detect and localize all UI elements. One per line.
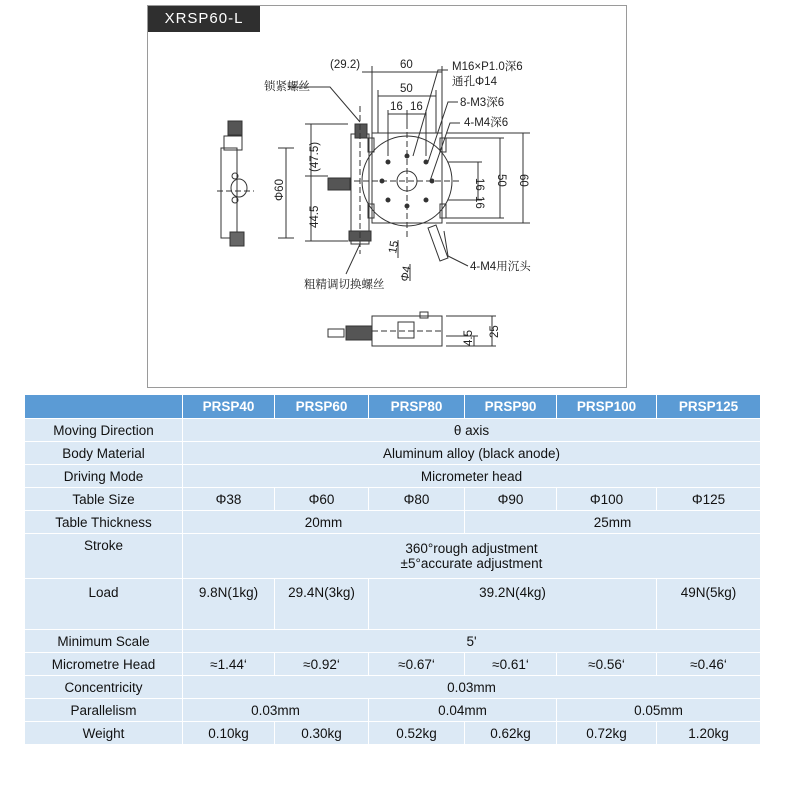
table-row: [25, 534, 761, 579]
header-blank: [25, 395, 183, 419]
technical-drawing: [147, 5, 627, 388]
table-thickness-small: 20mm: [183, 511, 465, 534]
weight-prsp40: 0.10kg: [183, 722, 275, 745]
row-label-minimum-scale: Minimum Scale: [25, 630, 183, 653]
row-label-moving-direction: Moving Direction: [25, 419, 183, 442]
weight-prsp60: 0.30kg: [275, 722, 369, 745]
table-row: [25, 630, 761, 653]
label-coarse-fine: 粗精调切换螺丝: [304, 279, 385, 291]
minimum-scale-value: 5': [183, 630, 761, 653]
dim-16-d: 16: [473, 196, 485, 209]
dim-50-side: 50: [495, 174, 507, 187]
dim-16-c: 16: [473, 178, 485, 191]
header-prsp60: PRSP60: [275, 395, 369, 419]
micrometre-prsp40: ≈1.44‘: [183, 653, 275, 676]
table-row: [25, 699, 761, 722]
dim-47-5: (47.5): [309, 141, 321, 172]
table-row: [25, 676, 761, 699]
load-prsp40: 9.8N(1kg): [183, 579, 275, 630]
weight-prsp90: 0.62kg: [465, 722, 557, 745]
dim-4-5: 4.5: [463, 330, 475, 346]
label-through-hole: 通孔Φ14: [452, 76, 497, 88]
label-m3: 8-M3深6: [460, 97, 505, 109]
load-prsp60: 29.4N(3kg): [275, 579, 369, 630]
table-row: [25, 465, 761, 488]
dim-29-2: (29.2): [330, 59, 361, 71]
header-prsp100: PRSP100: [557, 395, 657, 419]
dim-44-5: 44.5: [309, 205, 321, 228]
label-m4: 4-M4深6: [464, 117, 509, 129]
dim-15: 15: [387, 239, 402, 255]
table-size-prsp40: Φ38: [183, 488, 275, 511]
table-row: [25, 419, 761, 442]
header-prsp40: PRSP40: [183, 395, 275, 419]
parallelism-medium: 0.04mm: [369, 699, 557, 722]
row-label-driving-mode: Driving Mode: [25, 465, 183, 488]
driving-mode-value: Micrometer head: [183, 465, 761, 488]
lock-knob: [355, 124, 367, 138]
row-label-weight: Weight: [25, 722, 183, 745]
parallelism-large: 0.05mm: [557, 699, 761, 722]
dim-16-a: 16: [390, 101, 403, 113]
load-prsp125: 49N(5kg): [657, 579, 761, 630]
dim-60-top: 60: [400, 59, 413, 71]
row-label-stroke: Stroke: [25, 534, 183, 579]
micrometre-prsp100: ≈0.56‘: [557, 653, 657, 676]
concentricity-value: 0.03mm: [183, 676, 761, 699]
spec-table: [24, 394, 761, 745]
table-row: [25, 653, 761, 676]
weight-prsp80: 0.52kg: [369, 722, 465, 745]
moving-direction-value: θ axis: [183, 419, 761, 442]
side-view-body: [221, 148, 237, 238]
side-view-knob-top: [228, 121, 242, 135]
parallelism-small: 0.03mm: [183, 699, 369, 722]
label-lock-screw: 锁紧螺丝: [264, 81, 310, 93]
table-row: [25, 442, 761, 465]
drawing-title: XRSP60-L: [148, 6, 260, 32]
row-label-concentricity: Concentricity: [25, 676, 183, 699]
table-row: [25, 511, 761, 534]
body-material-value: Aluminum alloy (black anode): [183, 442, 761, 465]
micrometre-prsp80: ≈0.67‘: [369, 653, 465, 676]
dim-16-b: 16: [410, 101, 423, 113]
table-row: [25, 579, 761, 630]
micrometre-prsp90: ≈0.61‘: [465, 653, 557, 676]
dim-phi60: Φ60: [274, 179, 286, 201]
side-view-knob-bottom: [230, 232, 244, 246]
dim-phi4: Φ4: [399, 265, 414, 283]
header-prsp80: PRSP80: [369, 395, 465, 419]
weight-prsp100: 0.72kg: [557, 722, 657, 745]
row-label-table-size: Table Size: [25, 488, 183, 511]
stroke-value: [183, 534, 761, 579]
table-size-prsp60: Φ60: [275, 488, 369, 511]
stroke-line-1: 360°rough adjustment: [405, 541, 538, 556]
dim-50-top: 50: [400, 83, 413, 95]
micrometre-prsp60: ≈0.92‘: [275, 653, 369, 676]
load-prsp80-100: 39.2N(4kg): [369, 579, 657, 630]
table-thickness-large: 25mm: [465, 511, 761, 534]
table-size-prsp80: Φ80: [369, 488, 465, 511]
label-m4-counter: 4-M4用沉头: [470, 261, 531, 273]
weight-prsp125: 1.20kg: [657, 722, 761, 745]
label-m16: M16×P1.0深6: [452, 61, 523, 73]
header-prsp90: PRSP90: [465, 395, 557, 419]
row-label-parallelism: Parallelism: [25, 699, 183, 722]
header-prsp125: PRSP125: [657, 395, 761, 419]
table-row: [25, 722, 761, 745]
row-label-load: Load: [25, 579, 183, 630]
table-size-prsp125: Φ125: [657, 488, 761, 511]
row-label-micrometre-head: Micrometre Head: [25, 653, 183, 676]
row-label-body-material: Body Material: [25, 442, 183, 465]
lock-lever: [428, 225, 448, 261]
drawing-svg: [148, 6, 626, 387]
dim-60-side: 60: [517, 174, 529, 187]
table-row: [25, 488, 761, 511]
table-size-prsp90: Φ90: [465, 488, 557, 511]
stroke-line-2: ±5°accurate adjustment: [400, 556, 543, 571]
header-row: [25, 395, 761, 419]
micrometre-prsp125: ≈0.46‘: [657, 653, 761, 676]
dim-25: 25: [489, 325, 501, 338]
row-label-table-thickness: Table Thickness: [25, 511, 183, 534]
table-size-prsp100: Φ100: [557, 488, 657, 511]
